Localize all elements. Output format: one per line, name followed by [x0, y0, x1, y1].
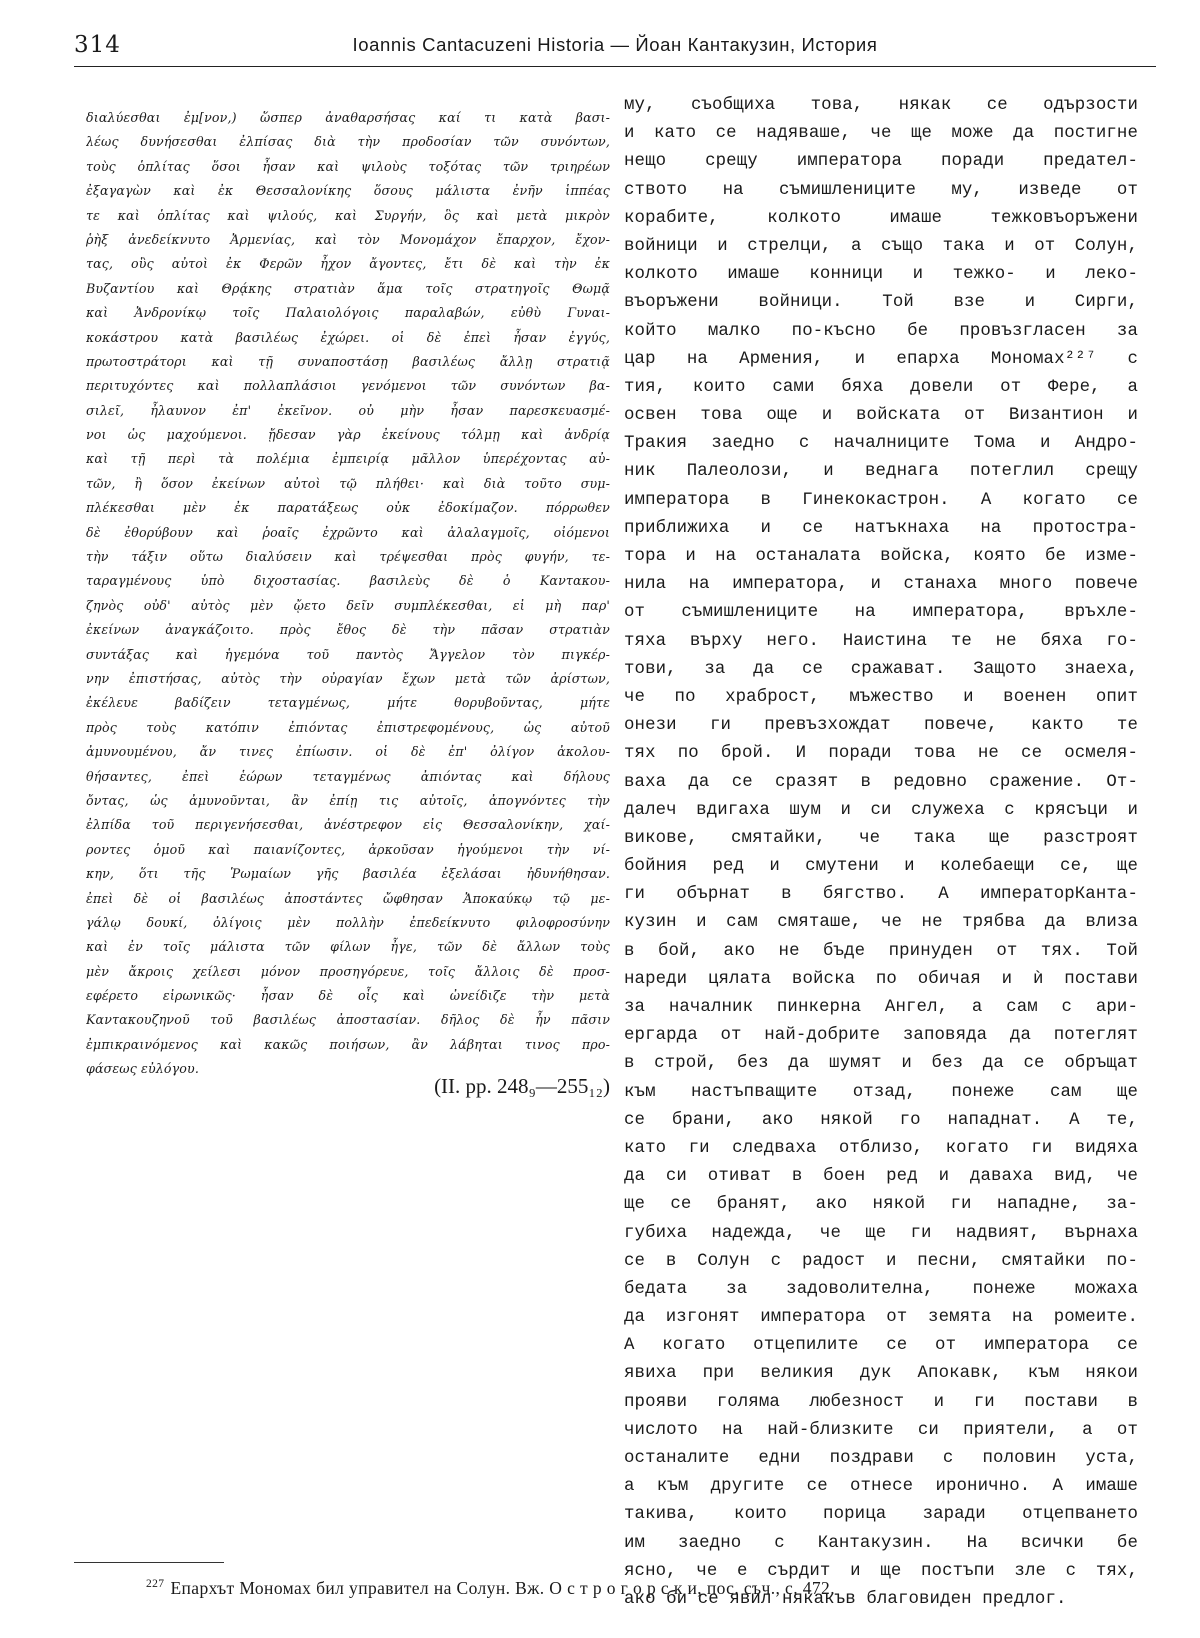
- text-line: ваха да се сразят в редовно сражение. От-: [624, 772, 1138, 792]
- text-line: въоръжени войници. Той взе и Сирги,: [624, 293, 1138, 313]
- text-line: войници и стрелци, а също така и от Солун,: [624, 236, 1138, 256]
- text-line: λέως δυνήσεσθαι ἐλπίσας διὰ τὴν προδοσίαν τῶν συνόντων,: [86, 134, 610, 150]
- text-line: καὶ τῇ περὶ τὰ πολέμια ἐμπειρίᾳ μᾶλλον ὑπερέχοντας αὐ-: [86, 451, 610, 467]
- text-line: συντάξας καὶ ἡγεμόνα τοῦ παντὸς Ἄγγελον τὸν πιγκέρ-: [86, 646, 610, 662]
- text-line: и като се надяваше, че ще може да постигне: [624, 124, 1138, 144]
- text-line: към настъпващите отзад, понеже сам ще: [624, 1082, 1138, 1102]
- text-line: ἐλπίδα τοῦ περιγενήσεσθαι, ἀνέστρεφον εἰς Θεσσαλονίκην, χαί-: [86, 817, 610, 833]
- text-line: ἀμυνουμένου, ἄν τινες ἐπίωσιν. οἱ δὲ ἐπ' ὀλίγον ἀκολου-: [86, 744, 610, 760]
- text-line: такива, които порица заради отцепването: [624, 1505, 1138, 1525]
- text-line: γάλῳ δουκί, ὀλίγοις μὲν πολλὴν ἐπεδείκνυτο φιλοφροσύνην: [86, 914, 610, 930]
- text-line: περιτυχόντες καὶ πολλαπλάσιοι γενόμενοι τῶν συνόντων βα-: [86, 378, 610, 394]
- text-line: останалите едни поздрави с половин уста,: [624, 1449, 1138, 1468]
- footnote-mark: 227: [146, 1578, 165, 1591]
- text-line: тора и на останалата войска, която бе изме-: [624, 547, 1138, 566]
- text-line: явиха при великия дук Апокавк, към някои: [624, 1364, 1138, 1384]
- text-line: Тракия заедно с началниците Тома и Андро-: [624, 434, 1138, 454]
- text-line: тях по брой. И поради това не се осмеля-: [624, 744, 1138, 764]
- text-line: ὄντας, ὡς ἀμυνοῦνται, ἂν ἐπίῃ τις αὐτοῖς, ἀπογνόντες τὴν: [86, 792, 610, 808]
- text-line: ταραγμένους ὑπὸ διχοστασίας. βασιλεὺς δὲ ὁ Καντακου-: [86, 573, 610, 589]
- text-line: кузин и сам смяташе, че не трябва да влиза: [624, 913, 1138, 933]
- text-line: θήσαντες, ἐπεὶ ἑώρων τεταγμένως ἀπιόντας καὶ δήλους: [86, 768, 610, 784]
- text-line: прояви голяма любезност и ги постави в: [624, 1392, 1138, 1412]
- page-header: [74, 32, 1156, 67]
- source-reference: (II. pp. 248₉—255₁₂): [434, 1074, 610, 1098]
- text-line: ἐμπικραινόμενος καὶ κακῶς ποιήσων, ἂν λάβηται τινος προ-: [86, 1036, 610, 1052]
- text-line: ζηνὸς οὐδ' αὐτὸς μὲν ᾤετο δεῖν συμπλέκεσθαι, εἰ μὴ παρ': [86, 597, 610, 613]
- page-number: 314: [74, 32, 121, 58]
- text-line: ако би се явил някакъв благовиден предлог.: [624, 1589, 1067, 1609]
- text-line: νην ἐπιστήσας, αὐτὸς τὴν οὐραγίαν ἔχων μετὰ τῶν ἀρίστων,: [86, 670, 610, 686]
- text-line: нила на императора, и станаха много повече: [624, 575, 1138, 595]
- text-line: διαλύεσθαι ἐμ[νον,) ὥσπερ ἀναθαρσήσας καί τι κατὰ βασι-: [86, 110, 610, 125]
- text-line: им заедно с Кантакузин. На всички бе: [624, 1533, 1138, 1553]
- text-line: εφέρετο εἰρωνικῶς· ἦσαν δὲ οἷς καὶ ὠνείδιζε τὴν μετὰ: [86, 988, 610, 1004]
- text-line: ἐπεὶ δὲ οἱ βασιλέως ἀποστάντες ὤφθησαν Ἀποκαύκῳ τῷ με-: [86, 890, 610, 906]
- text-line: καὶ ἐν τοῖς μάλιστα τῶν φίλων ἦγε, τῶν δὲ ἄλλων τοὺς: [86, 939, 610, 955]
- text-line: да изгонят императора от земята на ромеите.: [624, 1308, 1138, 1328]
- text-line: ник Палеолози, и веднага потеглил срещу: [624, 462, 1138, 482]
- text-line: губиха надежда, че ще ги надвият, върнаха: [624, 1223, 1138, 1243]
- text-line: че по храброст, мъжество и военен опит: [624, 687, 1138, 707]
- text-line: А когато отцепилите се от императора се: [624, 1336, 1138, 1356]
- text-line: далеч вдигаха шум и си служеха с крясъци и: [624, 800, 1138, 820]
- text-line: σιλεῖ, ἦλαυνον ἐπ' ἐκεῖνον. οὐ μὴν ἦσαν παρεσκευασμέ-: [86, 402, 610, 418]
- text-line: императора в Гинекокастрон. А когато се: [624, 490, 1138, 510]
- text-line: Καντακουζηνοῦ τοῦ βασιλέως ἀποστασίαν. δῆλος δὲ ἦν πᾶσιν: [86, 1012, 610, 1028]
- text-line: в строй, без да шумят и без да се обръщат: [624, 1054, 1138, 1074]
- text-line: цар на Армения, и епарха Мономах²²⁷ с: [624, 349, 1138, 369]
- text-line: τε καὶ ὁπλίτας καὶ ψιλούς, καὶ Συργήν, ὃς καὶ μετὰ μικρὸν: [86, 207, 610, 223]
- text-line: φάσεως εὐλόγου.: [86, 1061, 199, 1077]
- text-line: тови, за да се сражават. Защото знаеха,: [624, 659, 1138, 679]
- text-line: καὶ Ἀνδρονίκῳ τοῖς Παλαιολόγοις παραλαβών, εὐθὺ Γυναι-: [86, 305, 610, 321]
- bulgarian-text-column: [624, 92, 1138, 1614]
- text-line: бойния ред и смутени и колебаещи се, ще: [624, 857, 1138, 877]
- text-line: се в Солун с радост и песни, смятайки по-: [624, 1251, 1138, 1271]
- text-line: ергарда от най-добрите заповяда да потеглят: [624, 1026, 1138, 1046]
- text-line: онези ги превъзхождат повече, както те: [624, 716, 1138, 736]
- text-line: от съмишлениците на императора, връхле-: [624, 603, 1138, 623]
- text-line: ἐκέλευε βαδίζειν τεταγμένως, μήτε θορυβοῦντας, μήτε: [86, 695, 610, 711]
- text-line: τας, οὓς αὐτοὶ ἐκ Φερῶν ἦχον ἄγοντες, ἔτι δὲ καὶ τὴν ἐκ: [86, 256, 610, 272]
- text-line: нещо срещу императора поради предател-: [624, 152, 1138, 172]
- text-line: викове, смятайки, че така ще разстроят: [624, 828, 1138, 848]
- footnote: [146, 1578, 835, 1599]
- text-line: се брани, ако някой го нападнат. А те,: [624, 1110, 1138, 1130]
- text-line: πρὸς τοὺς κατόπιν ἐπιόντας ἐπιστρεφομένους, ὡς αὐτοῦ: [86, 719, 610, 735]
- text-line: τοὺς ὁπλίτας ὅσοι ἦσαν καὶ ψιλοὺς τοξότας τῶν τριηρέων: [86, 158, 610, 174]
- text-line: приближиха и се натъкнаха на протостра-: [624, 518, 1138, 538]
- footnote-rule: [74, 1562, 224, 1563]
- text-line: τῶν, ἢ ὅσον ἐκείνων αὐτοὶ τῷ πλήθει· καὶ διὰ τοῦτο συμ-: [86, 475, 610, 491]
- text-line: който малко по-късно бе провъзгласен за: [624, 321, 1138, 341]
- text-line: ството на съмишлениците му, изведе от: [624, 180, 1138, 200]
- text-line: числото на най-близките си приятели, а от: [624, 1420, 1138, 1440]
- text-line: ги обърнат в бягство. А императорКанта-: [624, 885, 1138, 905]
- greek-text-column: [86, 106, 610, 1082]
- text-line: освен това още и войската от Византион и: [624, 406, 1138, 426]
- text-line: тяха върху него. Наистина те не бяха го-: [624, 631, 1138, 651]
- text-line: корабите, колкото имаше тежковъоръжени: [624, 208, 1138, 228]
- text-line: за началник пинкерна Ангел, а сам с ари-: [624, 998, 1138, 1017]
- text-line: νοι ὡς μαχούμενοι. ᾔδεσαν γὰρ ἐκείνους τόλμῃ καὶ ἀνδρίᾳ: [86, 427, 610, 443]
- text-line: ясно, че е сърдит и ще постъпи зле с тях,: [624, 1561, 1138, 1581]
- footnote-text: Епархът Мономах бил управител на Солун. Вж. О с т р о г о р с к и, пос. съч., с. 472.: [170, 1578, 835, 1598]
- text-line: в бой, ако не бъде принуден от тях. Той: [624, 941, 1138, 961]
- text-line: Βυζαντίου καὶ Θρᾴκης στρατιὰν ἅμα τοῖς στρατηγοῖς Θωμᾷ: [86, 280, 610, 296]
- running-head: Ioannis Cantacuzeni Historia — Йоан Кантакузин, История: [352, 34, 878, 55]
- text-line: πρωτοστράτορι καὶ τῇ συναποστάσῃ βασιλέως ἄλλῃ στρατιᾷ: [86, 353, 610, 369]
- text-line: като ги следваха отблизо, когато ги видяха: [624, 1138, 1138, 1158]
- text-line: κοκάστρου κατὰ βασιλέως ἐχώρει. οἱ δὲ ἐπεὶ ἦσαν ἐγγύς,: [86, 329, 610, 345]
- text-line: ἐκείνων ἀναγκάζοιτο. πρὸς ἔθος δὲ τὴν πᾶσαν στρατιὰν: [86, 622, 610, 638]
- text-line: πλέκεσθαι μὲν ἐκ παρατάξεως οὐκ ἐδοκίμαζον. πόρρωθεν: [86, 500, 610, 516]
- text-line: а към другите се отнесе иронично. А имаше: [624, 1477, 1138, 1497]
- text-line: ροντες ὁμοῦ καὶ παιανίζοντες, ἀρκοῦσαν ἡγούμενοι τὴν νί-: [86, 841, 610, 857]
- text-line: колкото имаше конници и тежко- и леко-: [624, 265, 1138, 285]
- text-line: τὴν τάξιν οὕτω διαλύσειν καὶ τρέψεσθαι πρὸς φυγήν, τε-: [86, 549, 610, 565]
- text-line: μὲν ἄκροις χείλεσι μόνον προσηγόρευε, τοῖς ἄλλοις δὲ προσ-: [86, 963, 610, 979]
- text-line: му, съобщиха това, някак се одързости: [624, 96, 1138, 115]
- text-line: бедата за задоволителна, понеже можаха: [624, 1279, 1138, 1299]
- text-line: да си отиват в боен ред и даваха вид, че: [624, 1167, 1138, 1187]
- text-line: нареди цялата войска по обичая и ѝ постави: [624, 969, 1138, 989]
- text-line: δὲ ἐθορύβουν καὶ ῥοαῖς ἐχρῶντο καὶ ἀλαλαγμοῖς, οἰόμενοι: [86, 524, 610, 540]
- text-line: тия, които сами бяха довели от Фере, а: [624, 377, 1138, 397]
- text-line: κην, ὅτι τῆς Ῥωμαίων γῆς βασιλέα ἐξελάσαι ἠδυνήθησαν.: [86, 866, 610, 882]
- text-line: ἐξαγαγὼν καὶ ἐκ Θεσσαλονίκης ὅσους μάλιστα ἐνῆν ἱππέας: [86, 183, 610, 199]
- text-line: ῥὴξ ἀνεδείκνυτο Ἀρμενίας, καὶ τὸν Μονομάχον ἔπαρχον, ἔχον-: [86, 231, 610, 247]
- text-line: ще се бранят, ако някой ги нападне, за-: [624, 1195, 1138, 1215]
